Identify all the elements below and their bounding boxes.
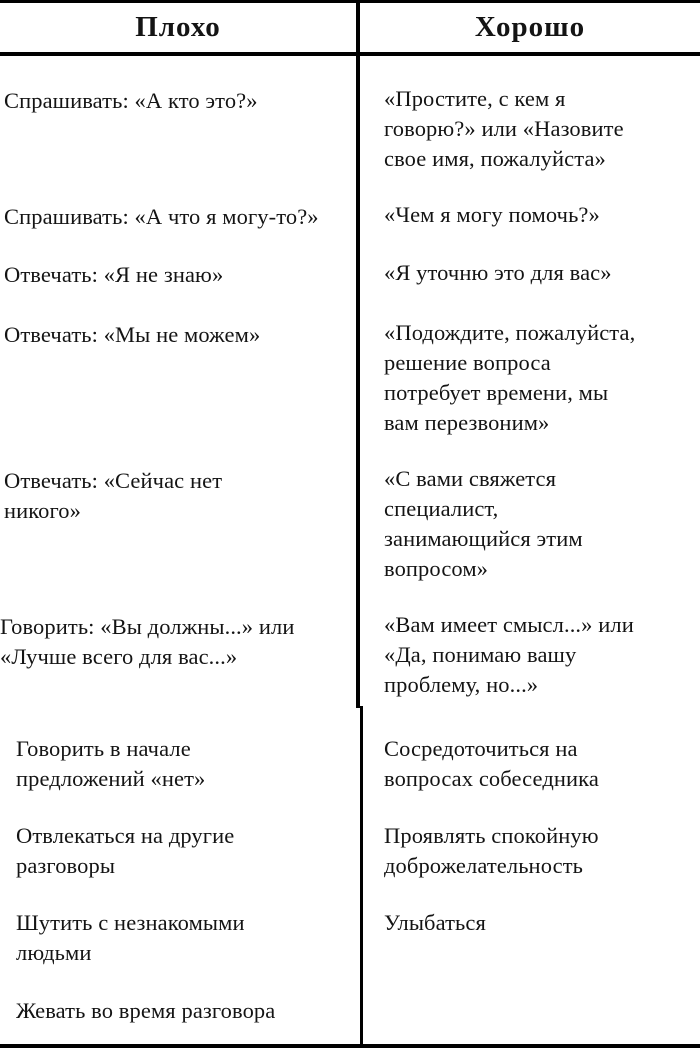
good-cell-makes-sense [384,610,634,700]
good-cell-focus [384,734,599,794]
cell-line: Отвечать: «Сейчас нет [4,468,223,493]
bad-cell-dont-know [4,260,223,290]
cell-line: Говорить: «Вы должны...» или [0,614,295,639]
bad-cell-joke [16,908,245,968]
good-cell-calm [384,821,599,881]
column-divider-upper [356,0,360,708]
cell-line: решение вопроса [384,350,551,375]
cell-line: «Да, понимаю вашу [384,642,577,667]
cell-line: Отвечать: «Мы не можем» [4,322,261,347]
cell-line: Сосредоточиться на [384,736,578,761]
cell-line: разговоры [16,853,116,878]
cell-line: доброжелательность [384,853,583,878]
cell-line: никого» [4,498,81,523]
bad-cell-ask-who [4,86,258,116]
cell-line: «Чем я могу помочь?» [384,202,600,227]
cell-line: Спрашивать: «А кто это?» [4,88,258,113]
cell-line: проблему, но...» [384,672,539,697]
bad-cell-distracted [16,821,234,881]
cell-line: Проявлять спокойную [384,823,599,848]
cell-line: «Я уточню это для вас» [384,260,612,285]
cell-line: вопросах собеседника [384,766,599,791]
cell-line: Жевать во время разговора [16,998,276,1023]
bad-cell-say-no [16,734,205,794]
good-cell-specialist [384,464,583,584]
cell-line: Улыбаться [384,910,486,935]
good-cell-smile [384,908,486,938]
cell-line: говорю?» или «Назовите [384,116,624,141]
cell-line: «Вам имеет смысл...» или [384,612,634,637]
cell-line: вопросом» [384,556,489,581]
cell-line: Спрашивать: «А что я могу-то?» [4,204,319,229]
cell-line: Шутить с незнакомыми [16,910,245,935]
cell-line: вам перезвоним» [384,410,550,435]
table-bottom-rule [0,1044,700,1048]
cell-line: «Лучше всего для вас...» [0,644,238,669]
bad-cell-you-must [0,612,294,672]
column-header-good: Хорошо [474,11,586,43]
good-cell-ask-name [384,84,624,174]
cell-line: занимающийся этим [384,526,583,551]
cell-line: людьми [16,940,92,965]
table-top-rule [0,0,700,3]
bad-cell-chew [16,996,275,1026]
good-cell-how-help [384,200,600,230]
cell-line: специалист, [384,496,499,521]
column-divider-lower [360,706,363,1046]
cell-line: Отвлекаться на другие [16,823,235,848]
table-header-rule [0,52,700,56]
cell-line: «Простите, с кем я [384,86,566,111]
column-header-bad: Плохо [135,11,221,43]
cell-line: предложений «нет» [16,766,206,791]
cell-line: Отвечать: «Я не знаю» [4,262,224,287]
good-cell-will-check [384,258,612,288]
good-cell-call-back [384,318,635,438]
bad-cell-cannot [4,320,260,350]
bad-cell-ask-what [4,202,319,232]
cell-line: «С вами свяжется [384,466,557,491]
cell-line: Говорить в начале [16,736,191,761]
cell-line: «Подождите, пожалуйста, [384,320,636,345]
cell-line: свое имя, пожалуйста» [384,146,606,171]
cell-line: потребует времени, мы [384,380,609,405]
bad-cell-nobody [4,466,222,526]
